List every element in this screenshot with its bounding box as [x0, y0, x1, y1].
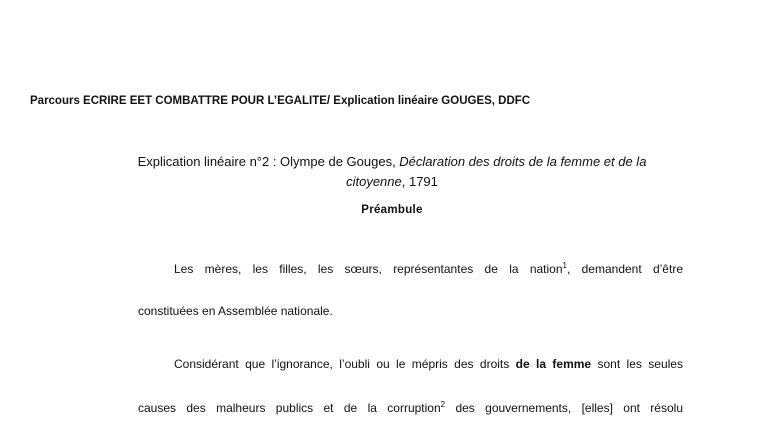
- title-work-part2: citoyenne: [346, 174, 402, 189]
- document-title: [100, 152, 684, 192]
- paragraph2-line1-start: Considérant que l’ignorance, l’oubli ou le mépris des droits: [174, 357, 516, 371]
- paragraph2-line2-end: des gouvernements, [elles] ont résolu: [445, 401, 683, 415]
- title-prefix: Explication linéaire n°2 : Olympe de Gouges,: [137, 154, 400, 169]
- section-heading: Préambule: [361, 204, 423, 216]
- paragraph2-bold-phrase: de la femme: [515, 357, 592, 371]
- paragraph1-line1-end: , demandent d’être: [566, 262, 683, 276]
- title-work-part1: Déclaration des droits de la femme et de la: [399, 154, 647, 169]
- footnote-ref-2: 2: [440, 400, 446, 409]
- paragraph2-line2-start: causes des malheurs publics et de la corruption: [138, 401, 441, 415]
- paragraph2-line2: [138, 400, 683, 415]
- paragraph1-line1: [174, 261, 683, 276]
- title-year: , 1791: [401, 174, 438, 189]
- paragraph1-line1-text: Les mères, les filles, les sœurs, représentantes de la nation: [174, 262, 563, 276]
- running-header: Parcours ECRIRE EET COMBATTRE POUR L’EGALITE/ Explication linéaire GOUGES, DDFC: [30, 95, 531, 107]
- footnote-ref-1: 1: [562, 261, 567, 270]
- paragraph2-line1-end: sont les seules: [591, 357, 683, 371]
- paragraph2-line1: [174, 357, 683, 371]
- paragraph1-line2: constituées en Assemblée nationale.: [138, 304, 333, 318]
